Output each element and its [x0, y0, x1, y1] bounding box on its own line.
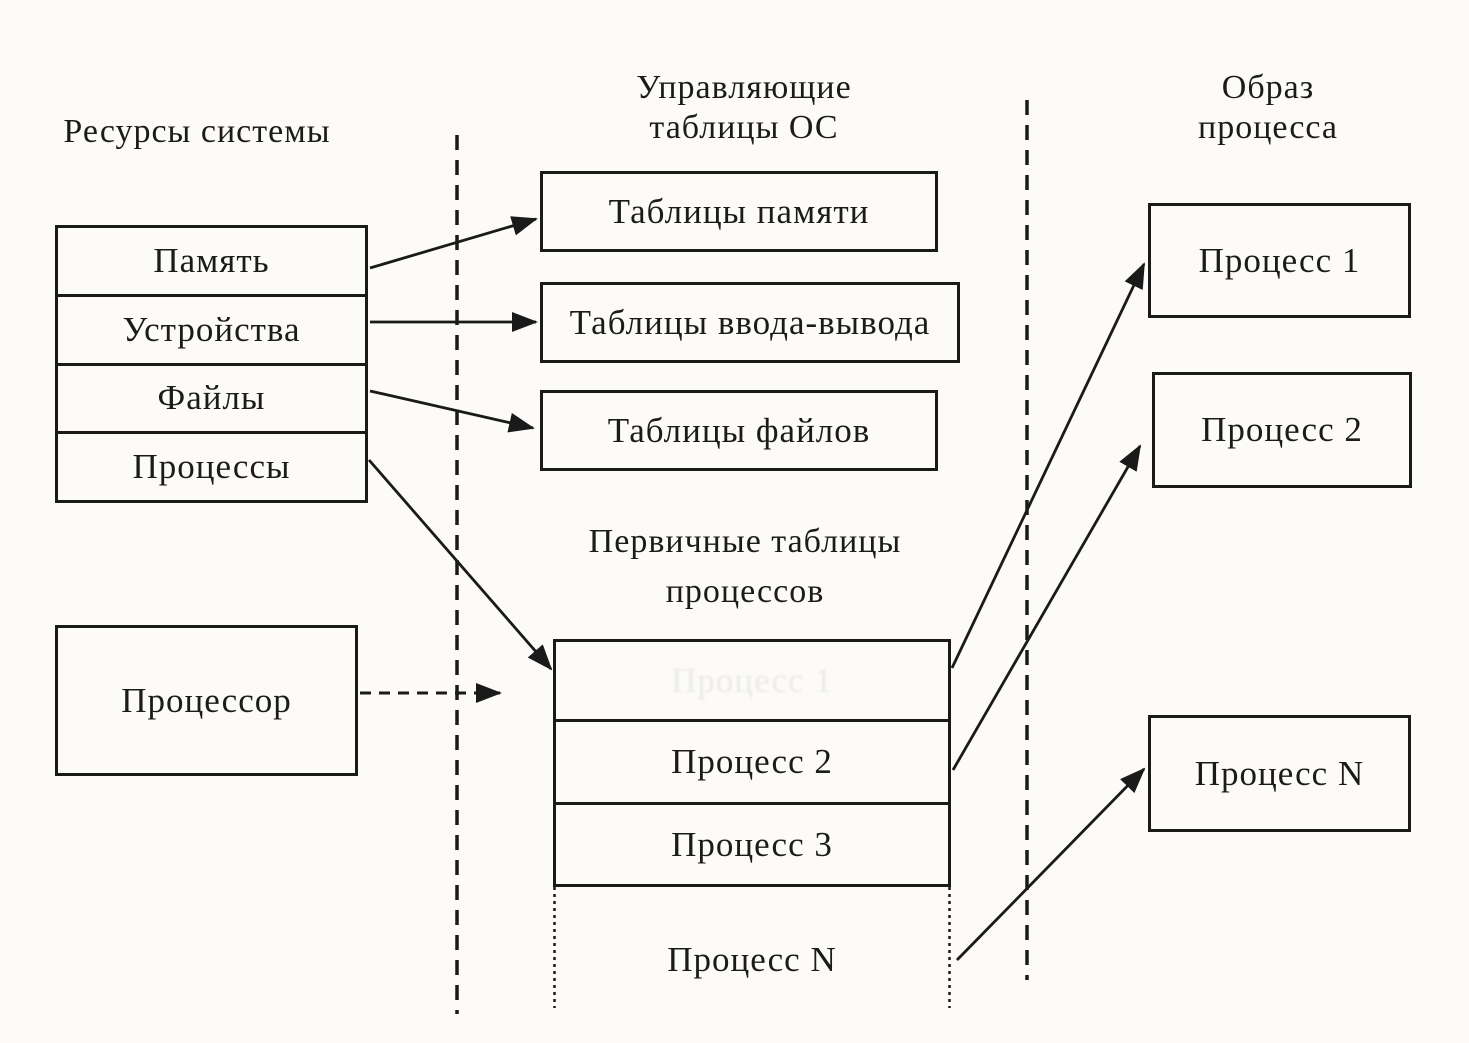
io-tables-box [540, 282, 960, 363]
process-table-continuation [553, 900, 951, 1020]
arrow-row1-to-process-image-1 [952, 264, 1144, 668]
header-os-control-tables-line1: Управляющие [636, 69, 852, 106]
header-process-image-line2: процесса [1197, 109, 1339, 146]
process-table-row-3 [556, 805, 948, 884]
process-image-1-box [1148, 203, 1411, 318]
arrow-memory-to-memory-tables [370, 219, 536, 268]
resource-row-files-label: Файлы [157, 378, 266, 418]
header-os-control-tables-line2: таблицы ОС [649, 109, 839, 146]
file-tables-label: Таблицы файлов [607, 410, 871, 450]
process-table-row-2 [556, 722, 948, 805]
header-system-resources-text: Ресурсы системы [63, 113, 331, 150]
header-process-image-line1: Образ [1221, 69, 1315, 106]
resource-row-devices [58, 297, 365, 366]
process-table-continuation-label: Процесс N [667, 940, 837, 979]
memory-tables-label: Таблицы памяти [608, 191, 870, 231]
process-table-row-1 [556, 642, 948, 722]
file-tables-box [540, 390, 938, 471]
process-table-row-2-label: Процесс 2 [671, 742, 833, 781]
process-table-row-1-ghost-label: Процесс 1 [671, 660, 833, 700]
resource-row-devices-label: Устройства [122, 309, 301, 349]
primary-process-table [553, 639, 951, 887]
arrow-processes-to-process-table [369, 460, 551, 669]
process-image-n-label: Процесс N [1194, 753, 1365, 793]
header-process-image [1198, 68, 1338, 148]
header-primary-process-tables [589, 522, 902, 612]
header-system-resources [63, 112, 330, 152]
processor-box-label: Процессор [121, 680, 292, 720]
header-os-control-tables [636, 68, 851, 148]
header-primary-process-tables-line2: процессов [665, 573, 825, 610]
resource-row-memory-label: Память [153, 240, 270, 280]
io-tables-label: Таблицы ввода-вывода [569, 302, 931, 342]
header-primary-process-tables-line1: Первичные таблицы [588, 523, 902, 560]
arrow-row2-to-process-image-2 [953, 446, 1140, 770]
process-image-2-label: Процесс 2 [1201, 410, 1363, 449]
arrow-rown-to-process-image-n [957, 769, 1144, 960]
resource-stack [55, 225, 368, 503]
process-image-n-box [1148, 715, 1411, 832]
memory-tables-box [540, 171, 938, 252]
resource-row-processes-label: Процессы [132, 447, 291, 487]
processor-box [55, 625, 358, 776]
process-image-1-label: Процесс 1 [1198, 240, 1361, 280]
arrow-files-to-file-tables [370, 391, 533, 428]
resource-row-memory [58, 228, 365, 297]
resource-row-processes [58, 434, 365, 500]
resource-row-files [58, 366, 365, 435]
process-image-2-box [1152, 372, 1412, 488]
process-table-row-3-label: Процесс 3 [671, 824, 833, 864]
